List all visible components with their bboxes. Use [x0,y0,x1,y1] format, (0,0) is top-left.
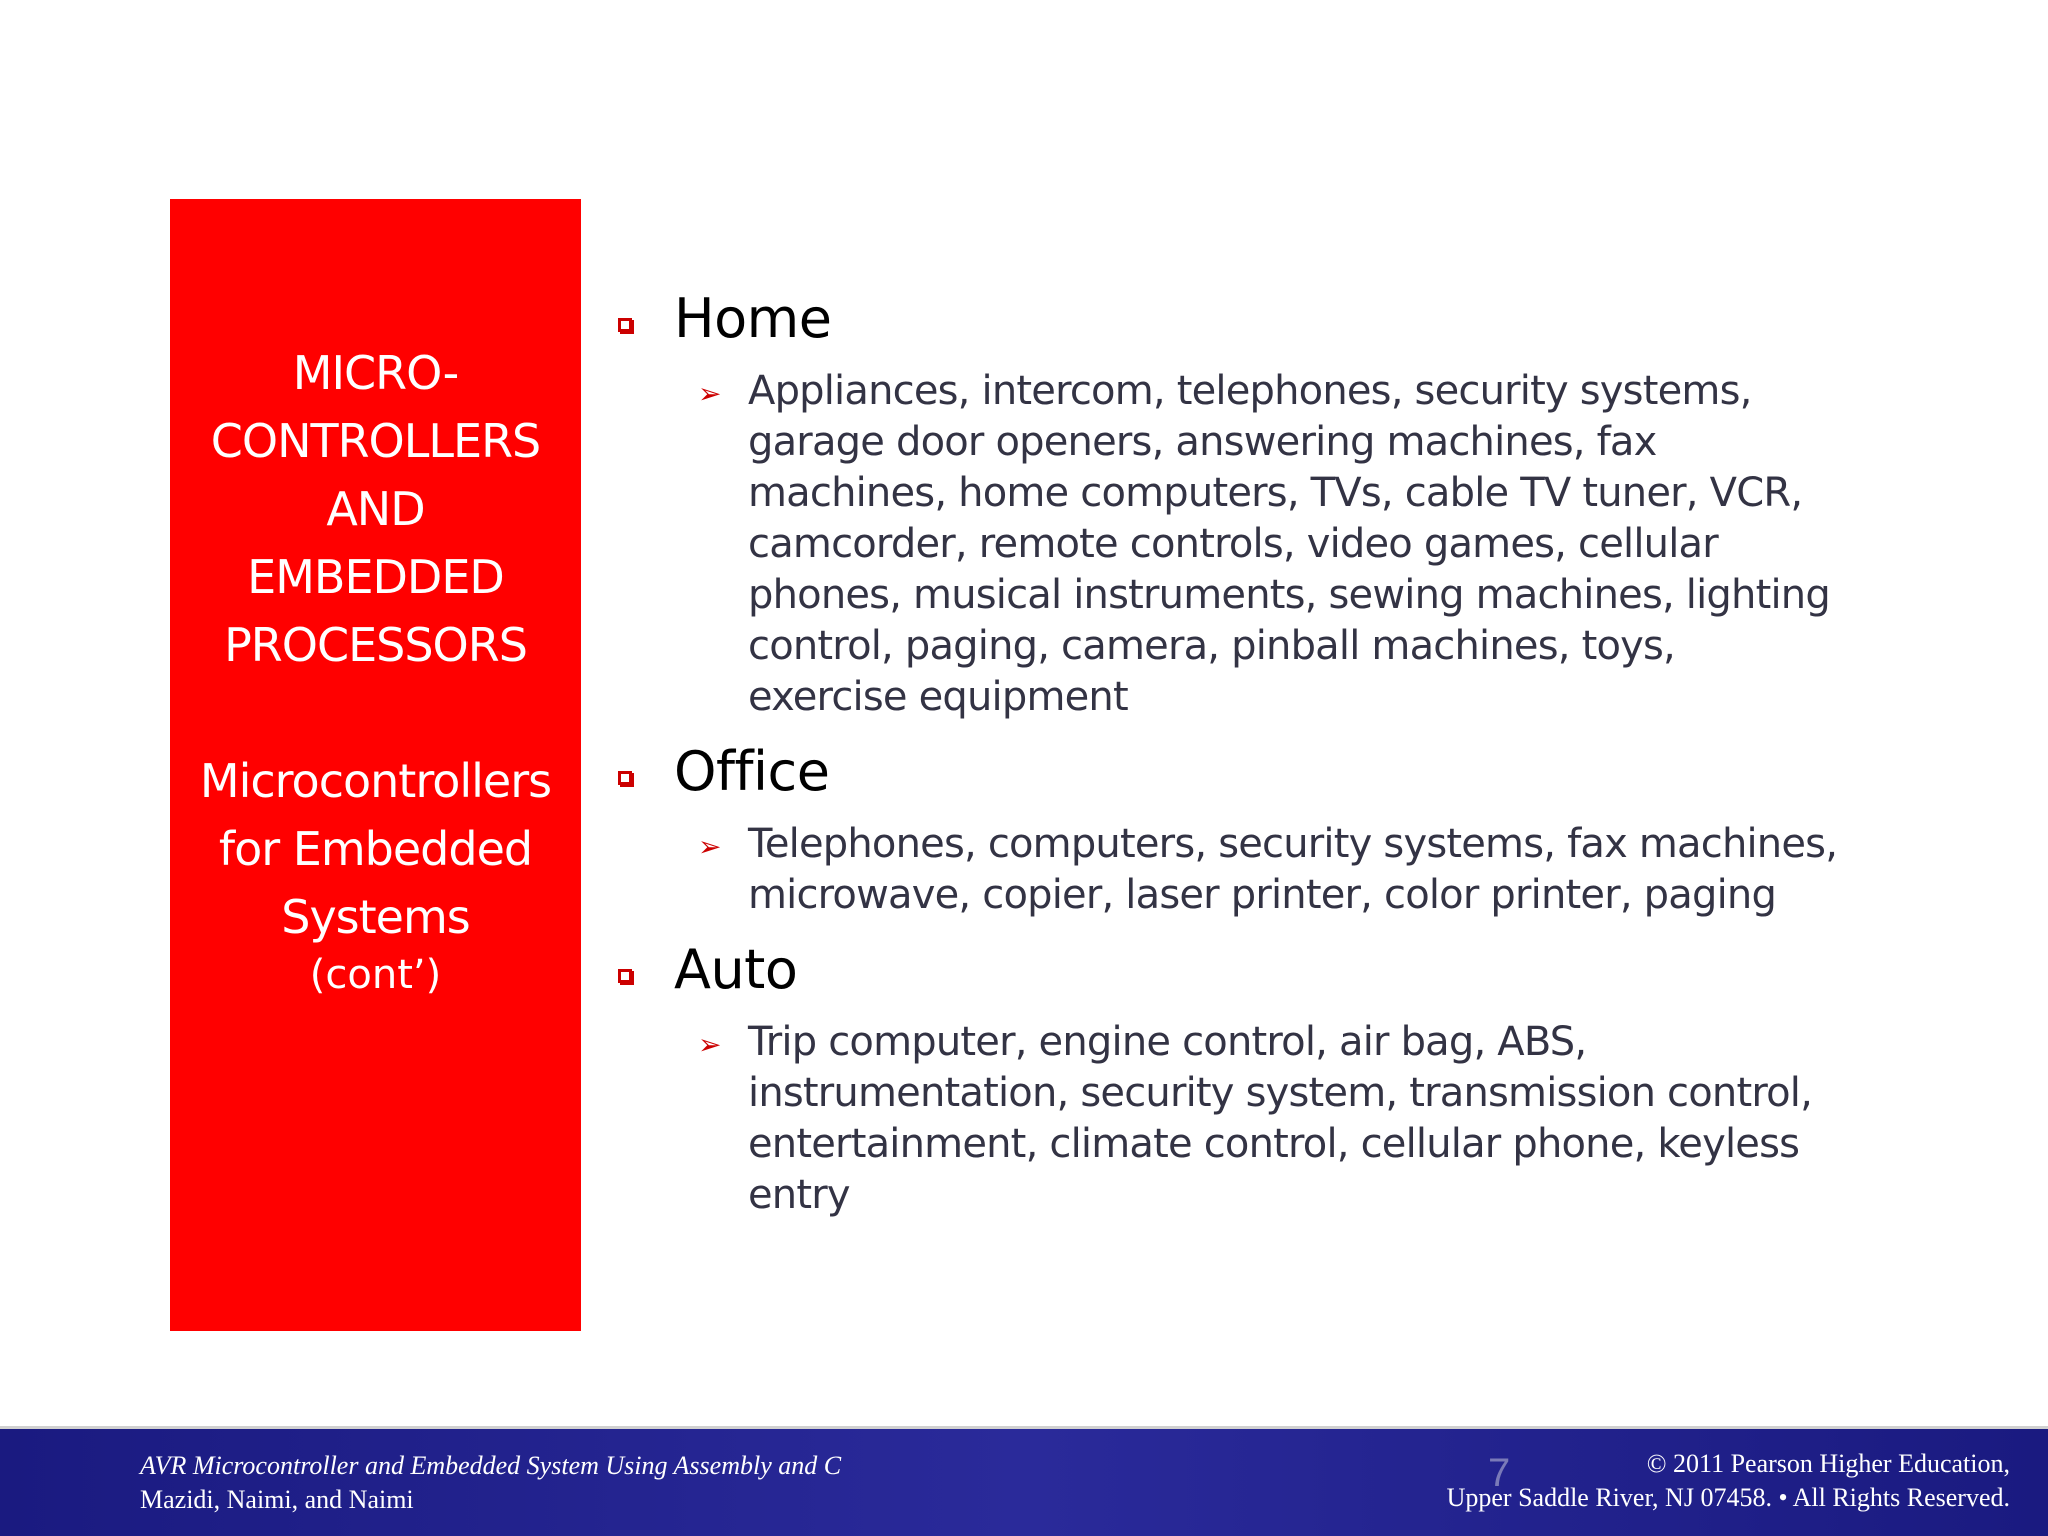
sidebar-title-panel [170,199,581,1331]
arrow-bullet-icon: ➢ [698,377,722,410]
section-heading: Auto [674,938,798,1001]
square-bullet-icon [618,969,632,983]
copyright-line: © 2011 Pearson Higher Education, [1646,1449,2010,1478]
section-auto [610,931,1840,1221]
footer-bar [0,1426,2048,1536]
section-home [610,280,1840,723]
list-item-text: Telephones, computers, security systems, fax machines, microwave, copier, laser printer, color printer, paging [748,821,1838,918]
chapter-title [170,339,581,679]
arrow-bullet-icon: ➢ [698,830,722,863]
square-bullet-icon [618,771,632,785]
section-heading: Office [674,740,830,803]
list-item [610,819,1840,921]
section-heading-row [610,280,1840,360]
slide-content [610,280,1840,1221]
section-title-line: Microcontrollers [199,754,552,808]
chapter-title-line: EMBEDDED [247,550,504,604]
list-item-text: Appliances, intercom, telephones, security systems, garage door openers, answering machines, fax machines, home computers, TVs, cable TV tuner, VCR, camcorder, remote controls, video games, cellular phones, musical instruments, sewing machines, lighting control, paging, camera, pinball machines, toys, exercise equipment [748,368,1830,720]
list-item [610,1017,1840,1221]
section-title-line: for Embedded [218,822,533,876]
chapter-title-line: MICRO- [292,346,459,400]
section-title [170,747,581,951]
section-heading: Home [674,287,832,350]
list-item [610,366,1840,723]
section-title-line: Systems [281,890,470,944]
footer-book-info [140,1449,841,1517]
section-heading-row [610,931,1840,1011]
copyright-line: Upper Saddle River, NJ 07458. • All Rights Reserved. [1446,1483,2010,1512]
arrow-bullet-icon: ➢ [698,1028,722,1061]
chapter-title-line: PROCESSORS [224,618,527,672]
continued-label: (cont’) [309,952,442,998]
book-title: AVR Microcontroller and Embedded System Using Assembly and C [140,1451,842,1480]
section-heading-row [610,733,1840,813]
chapter-title-line: CONTROLLERS [210,414,541,468]
page-number: 7 [1488,1451,1511,1495]
book-authors: Mazidi, Naimi, and Naimi [140,1485,414,1514]
chapter-title-line: AND [326,482,425,536]
section-office [610,733,1840,921]
list-item-text: Trip computer, engine control, air bag, ABS, instrumentation, security system, transmission control, entertainment, climate control, cellular phone, keyless entry [748,1019,1813,1218]
footer-copyright [1447,1447,2010,1515]
square-bullet-icon [618,318,632,332]
